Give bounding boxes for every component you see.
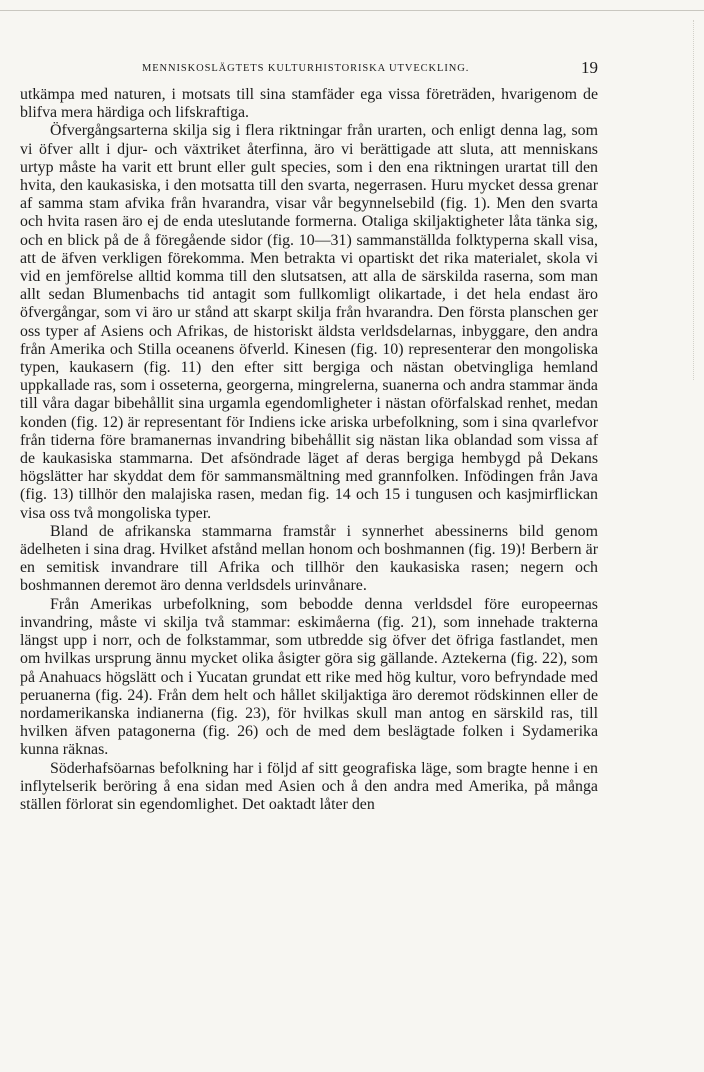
body-text [20, 86, 598, 814]
book-page [20, 58, 598, 814]
running-title: MENNISKOSLÄGTETS KULTURHISTORISKA UTVECKLING. [142, 63, 470, 74]
paragraph-1: utkämpa med naturen, i motsats till sina stamfäder ega vissa företräden, hvarigenom de blifva mera härdiga och lifskraftiga. [20, 86, 598, 122]
paragraph-3: Bland de afrikanska stammarna framstår i synnerhet abessinerns bild genom ädelheten i sina drag. Hvilket afstånd mellan honom och boshmannen (fig. 19)! Berbern är en semitisk invandrare till Afrika och tillhör den kaukasiska rasen; negern och boshmannen deremot äro denna verldsdels urinvånare. [20, 522, 598, 595]
paragraph-5: Söderhafsöarnas befolkning har i följd af sitt geografiska läge, som bragte henne i en inflytelserik beröring å ena sidan med Asien och å den andra med Amerika, på många ställen förlorat sin egendomlighet. Det oaktadt låter den [20, 759, 598, 813]
scan-margin-mark [693, 20, 694, 380]
scan-edge-line [0, 10, 704, 11]
paragraph-4: Från Amerikas urbefolkning, som bebodde denna verldsdel före europeernas invandring, måste vi skilja två stammar: eskimåerna (fig. 21), som innehade trakterna längst upp i norr, och de folkstammar, som utbredde sig öfver det öfriga fastlandet, men om hvilkas ursprung ännu mycket olika åsigter göra sig gällande. Aztekerna (fig. 22), som på Anahuacs högslätt och i Yucatan grundat ett rike med hög kultur, voro befryndade med peruanerna (fig. 24). Från dem helt och hållet skiljaktiga äro deremot rödskinnen eller de nordamerikanska indianerna (fig. 23), för hvilkas skull man antog en särskild ras, till hvilken äfven patagonerna (fig. 26) och de med dem beslägtade folken i Sydamerika kunna räknas. [20, 595, 598, 759]
page-header [20, 58, 598, 82]
paragraph-2: Öfvergångsarterna skilja sig i flera riktningar från urarten, och enligt denna lag, som vi öfver allt i djur- och växtriket återfinna, äro vi berättigade att sluta, att menniskans urtyp måste ha varit ett brunt eller gult species, som i den ena riktningen urartat till den hvita, den kaukasiska, i den motsatta till den svarta, negerrasen. Huru mycket dessa grenar af samma stam afvika från hvarandra, visar vår begynnelsebild (fig. 1). Men den svarta och hvita rasen äro ej de enda uteslutande formerna. Otaliga skiljaktigheter låta tänka sig, och en blick på de å föregående sidor (fig. 10—31) sammanställda folktyperna skall visa, att de äfven verkligen förekomma. Men betrakta vi opartiskt det rika materialet, skola vi vid en jemförelse alltid komma till den slutsatsen, att alla de särskilda raserna, som man allt sedan Blumenbachs tid antagit som fullkomligt olikartade, i det hela endast äro öfvergångar, som vi äro ur stånd att skarpt skilja från hvarandra. Den första planschen ger oss typer af Asiens och Afrikas, de historiskt äldsta verldsdelarnas, inbyggare, den andra från Amerika och Stilla oceanens öfverld. Kinesen (fig. 10) representerar den mongoliska typen, kaukasern (fig. 11) den efter sitt bergiga och nästan obetvingliga hemland uppkallade ras, som i osseterna, georgerna, mingrelerna, suanerna och andra stammar ända till våra dagar bibehållit sina urgamla egendomligheter i nästan oförfalskad renhet, medan konden (fig. 12) är representant för Indiens icke ariska urbefolkning, som i sina qvarlefvor från tiderna före bramanernas invandring bibehållit sig nästan lika oblandad som vissa af de kaukasiska stammarna. Det afsöndrade läget af deras bergiga hembygd på Dekans högslätter har skyddat dem för sammansmältning med grannfolken. Infödingen från Java (fig. 13) tillhör den malajiska rasen, medan fig. 14 och 15 i tungusen och kasjmirflickan visa oss två mongoliska typer. [20, 122, 598, 522]
page-number: 19 [581, 58, 598, 77]
